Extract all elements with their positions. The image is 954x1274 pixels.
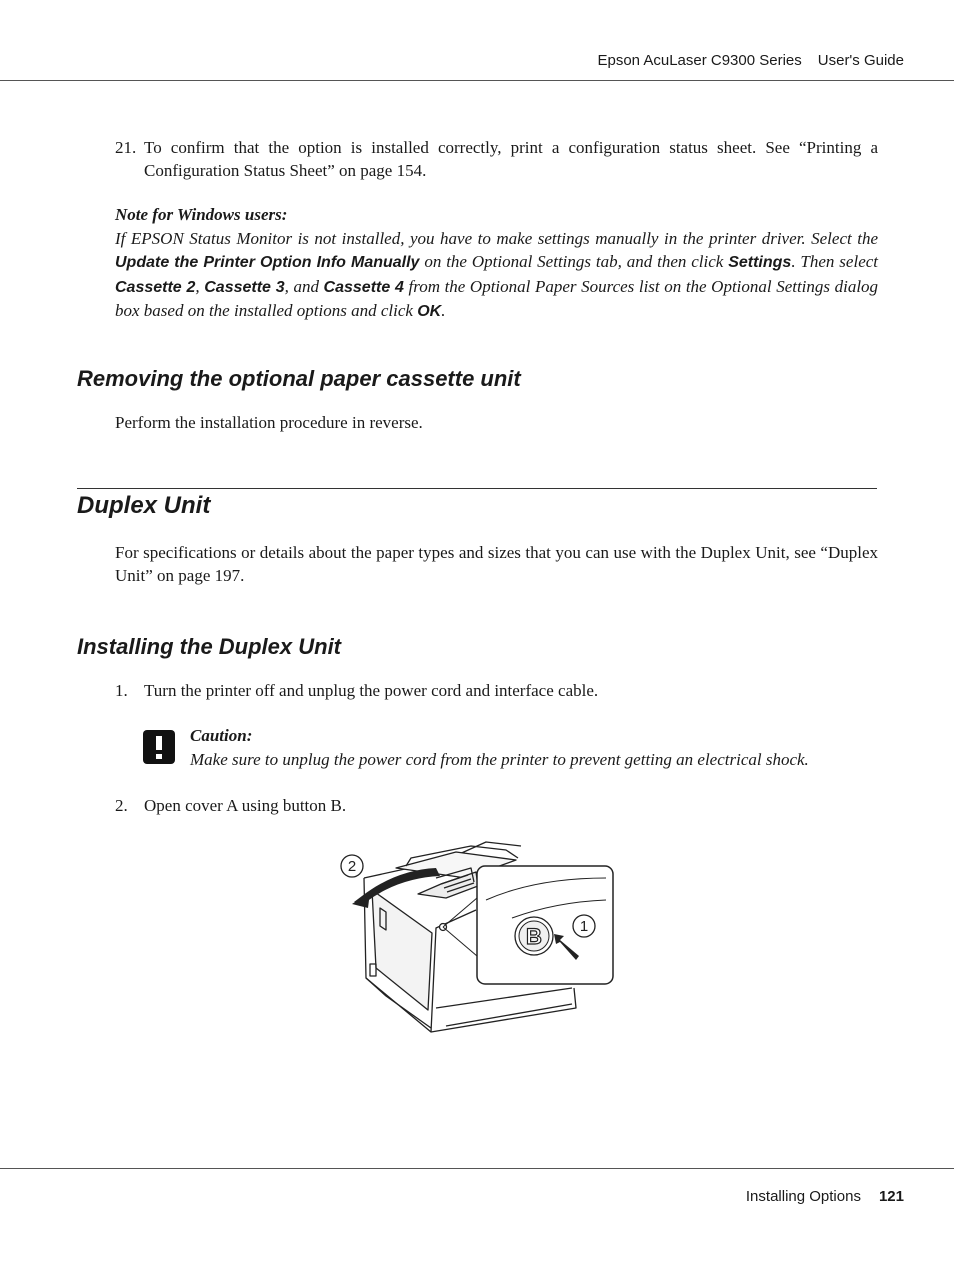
caution-title: Caution: [190, 726, 253, 745]
header-product: Epson AcuLaser C9300 Series [597, 52, 802, 69]
heading-removing: Removing the optional paper cassette unit [77, 366, 521, 391]
step-number: 1. [115, 681, 128, 700]
heading-duplex-unit: Duplex Unit [77, 492, 211, 519]
cassette-3-label: Cassette 3 [204, 278, 285, 296]
heading-installing: Installing the Duplex Unit [77, 634, 342, 659]
duplex-text: For specifications or details about the paper types and sizes that you can use with the Duplex Unit, see “Duplex Unit” on page 197. [115, 543, 878, 585]
step-text: To confirm that the option is installed correctly, print a configuration status sheet. See “Printing a Configuration Status Sheet” on page 154. [144, 138, 878, 180]
note-text: . Then select [791, 252, 879, 271]
header-rule [0, 80, 954, 81]
cassette-2-label: Cassette 2 [115, 278, 196, 296]
note-text: If EPSON Status Monitor is not installed, you have to make settings manually in the printer driver. Select the [115, 228, 878, 248]
running-footer [746, 1188, 904, 1205]
note-body [115, 227, 878, 324]
callout-1: 1 [579, 918, 589, 935]
note-text: , and [284, 276, 324, 296]
removing-text: Perform the installation procedure in reverse. [115, 413, 423, 432]
note-text: . [441, 301, 446, 320]
note-title: Note for Windows users: [115, 205, 288, 224]
note-text: on the Optional Settings tab, and then click [419, 252, 729, 271]
step-number: 2. [115, 796, 128, 815]
footer-section: Installing Options [745, 1188, 861, 1205]
page-number: 121 [878, 1188, 904, 1205]
windows-note [115, 203, 878, 324]
caution-text: Make sure to unplug the power cord from the printer to prevent getting an electrical shock. [190, 750, 809, 769]
printer-drawing [336, 838, 618, 1036]
step-number: 21. [115, 138, 137, 157]
button-b-label: B [526, 924, 542, 949]
ok-label: OK [417, 303, 442, 320]
settings-label: Settings [728, 254, 792, 271]
callout-2: 2 [347, 858, 357, 875]
footer-rule [0, 1168, 954, 1169]
header-guide: User's Guide [817, 52, 904, 69]
option-update-label: Update the Printer Option Info Manually [115, 254, 420, 271]
step-text: Open cover A using button B. [144, 796, 347, 815]
running-header [597, 52, 904, 69]
step-text: Turn the printer off and unplug the power cord and interface cable. [144, 681, 599, 700]
caution-icon [143, 730, 175, 764]
printer-illustration [336, 838, 618, 1036]
caution-block [190, 724, 880, 772]
note-text: from the Optional Paper Sources list on the Optional Settings dialog box based on the installed options and click [115, 276, 879, 320]
cassette-4-label: Cassette 4 [323, 278, 404, 296]
section-rule [77, 488, 877, 489]
note-text: , [195, 276, 205, 296]
